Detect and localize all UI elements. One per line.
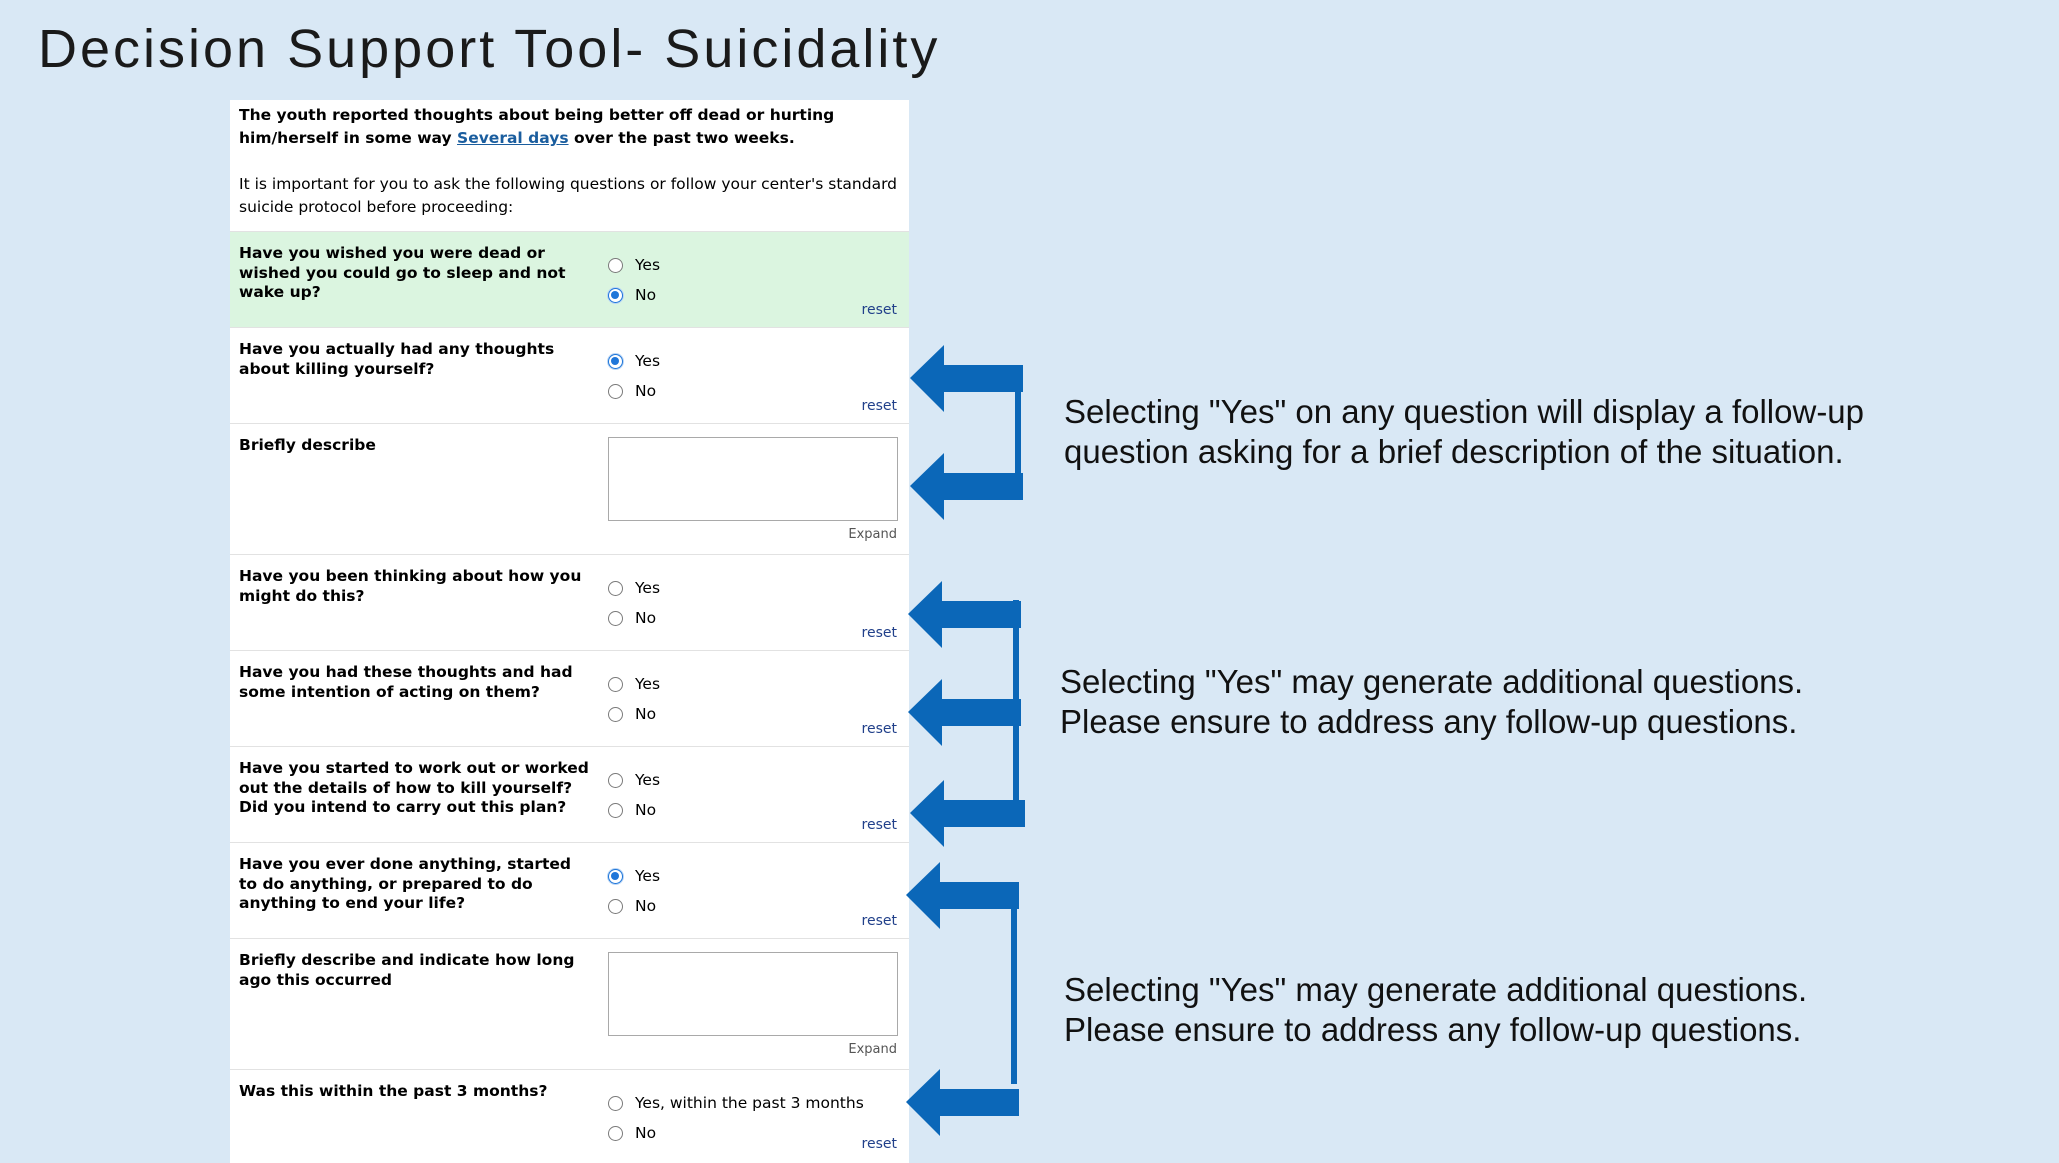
question-text: Have you been thinking about how you might do this? <box>239 567 582 605</box>
reset-link[interactable]: reset <box>861 625 897 641</box>
slide-title: Decision Support Tool- Suicidality <box>38 19 941 79</box>
option-no[interactable]: No <box>608 280 660 310</box>
question-text: Was this within the past 3 months? <box>239 1082 548 1100</box>
intro-instructions: It is important for you to ask the following questions or follow your center's standard suicide protocol before proceeding: <box>239 175 898 216</box>
question-text: Have you had these thoughts and had some intention of acting on them? <box>239 663 573 701</box>
expand-link[interactable]: Expand <box>848 527 897 542</box>
question-text: Briefly describe and indicate how long ago this occurred <box>239 951 575 989</box>
option-yes[interactable]: Yes <box>608 669 660 699</box>
question-text: Have you wished you were dead or wished you could go to sleep and not wake up? <box>239 244 566 301</box>
option-yes[interactable]: Yes <box>608 765 660 795</box>
left-arrow-icon <box>910 345 1023 412</box>
left-arrow-icon <box>908 581 1021 648</box>
option-yes[interactable]: Yes <box>608 250 660 280</box>
bracket-line <box>1011 882 1017 1084</box>
option-yes-within-3-months[interactable]: Yes, within the past 3 months <box>608 1088 864 1118</box>
question-text: Have you actually had any thoughts about killing yourself? <box>239 340 555 378</box>
option-no[interactable]: No <box>608 699 660 729</box>
question-text: Have you ever done anything, started to do anything, or prepared to do anything to end your life? <box>239 855 572 912</box>
left-arrow-icon <box>906 862 1019 929</box>
left-arrow-icon <box>906 1069 1019 1136</box>
reset-link[interactable]: reset <box>861 913 897 929</box>
option-no[interactable]: No <box>608 1118 864 1148</box>
option-no[interactable]: No <box>608 891 660 921</box>
reset-link[interactable]: reset <box>861 721 897 737</box>
option-yes[interactable]: Yes <box>608 573 660 603</box>
question-text: Briefly describe <box>239 436 376 454</box>
option-no[interactable]: No <box>608 603 660 633</box>
option-no[interactable]: No <box>608 376 660 406</box>
reset-link[interactable]: reset <box>861 817 897 833</box>
expand-link[interactable]: Expand <box>848 1042 897 1057</box>
left-arrow-icon <box>910 780 1025 847</box>
intro-summary: The youth reported thoughts about being better off dead or hurting him/herself in some way Several days over the past two weeks. <box>239 106 835 147</box>
annotation-additional-questions: Selecting "Yes" may generate additional questions. Please ensure to address any follow-up questions. <box>1060 663 1804 740</box>
reset-link[interactable]: reset <box>861 302 897 318</box>
annotation-additional-questions-2: Selecting "Yes" may generate additional questions. Please ensure to address any follow-up questions. <box>1064 971 1808 1048</box>
reset-link[interactable]: reset <box>861 398 897 414</box>
left-arrow-icon <box>910 453 1023 520</box>
annotation-follow-up-description: Selecting "Yes" on any question will display a follow-up question asking for a brief description of the situation. <box>1064 393 1865 470</box>
option-yes[interactable]: Yes <box>608 346 660 376</box>
left-arrow-icon <box>908 679 1021 746</box>
question-text: Have you started to work out or worked out the details of how to kill yourself? Did you intend to carry out this plan? <box>239 759 589 816</box>
reset-link[interactable]: reset <box>861 1136 897 1152</box>
option-yes[interactable]: Yes <box>608 861 660 891</box>
option-no[interactable]: No <box>608 795 660 825</box>
frequency-link[interactable]: Several days <box>457 129 569 147</box>
